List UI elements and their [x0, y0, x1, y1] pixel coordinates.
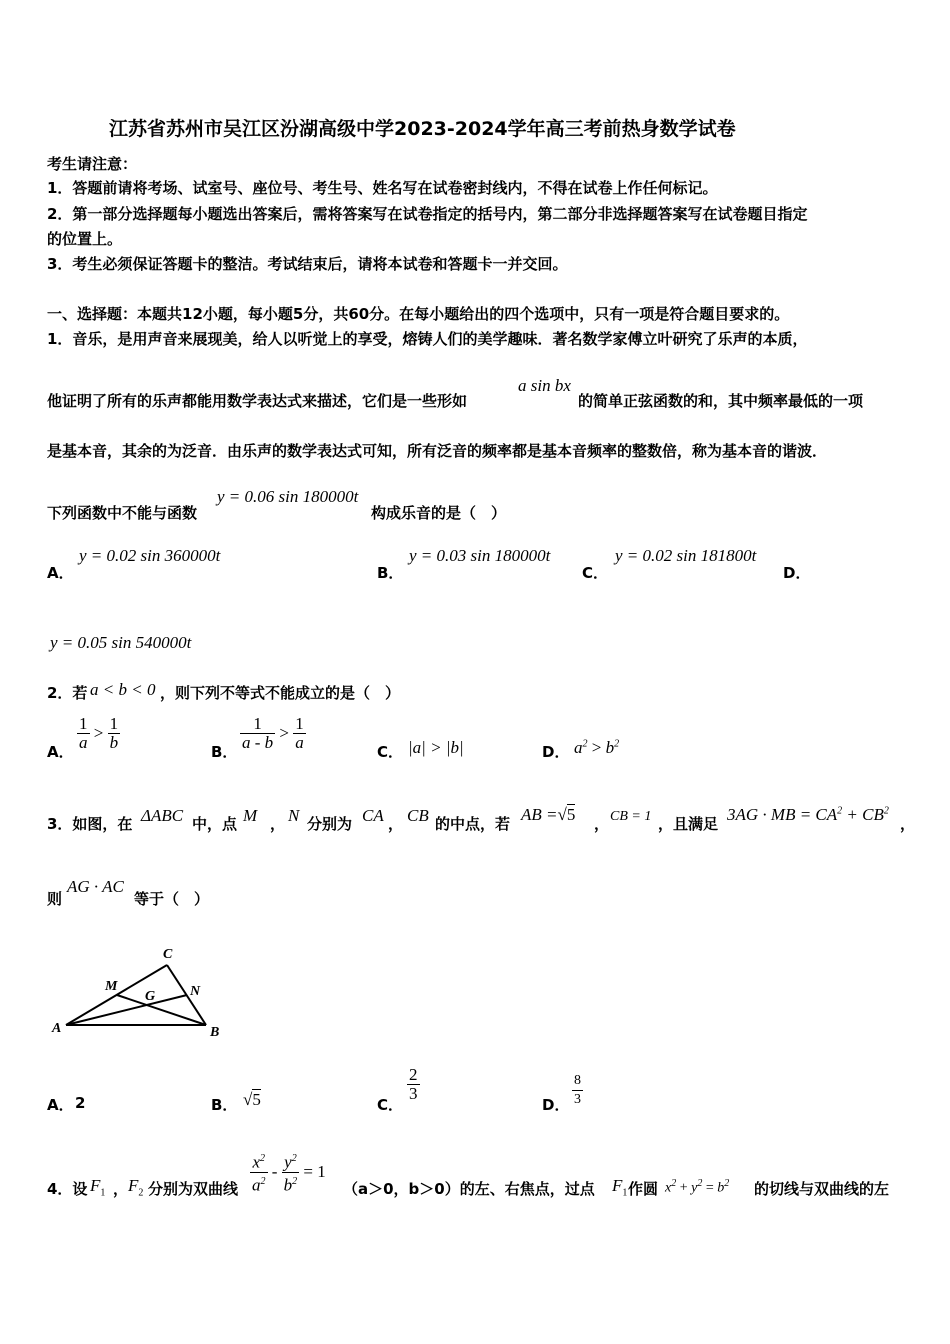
fig-label-a: A	[52, 1021, 62, 1036]
fig-label-g: G	[145, 989, 156, 1004]
q3-part4: 的中点，若	[435, 815, 511, 833]
q3-part3: 分别为	[307, 815, 353, 833]
q4-part5: 的切线与双曲线的左	[754, 1180, 890, 1198]
q3-seg-ca: CA	[362, 806, 384, 825]
q3-option-c: $\frac{2}{3}$	[409, 1065, 418, 1103]
q1-option-d: y = 0.05 sin 540000t	[50, 633, 192, 652]
q3-part5: ，且满足	[658, 815, 719, 833]
q3-option-b-label: B．	[211, 1096, 238, 1114]
q1-option-d-label: D．	[783, 564, 811, 582]
q4-f2: $F_2$	[128, 1176, 144, 1199]
q3-cb-eq: CB = 1	[610, 809, 652, 824]
q2-option-b: $\frac{1}{a - b}$ > $\frac{1}{a}$	[242, 714, 304, 752]
q3-expr: AG · AC	[67, 877, 124, 896]
q1-line4a: 下列函数中不能与函数	[47, 504, 198, 522]
page-title: 江苏省苏州市吴江区汾湖高级中学2023-2024学年高三考前热身数学试卷	[109, 118, 736, 140]
q3-point-m: M	[243, 806, 258, 825]
q4-f2-letter: F	[128, 1176, 139, 1195]
q4-part3: （a＞0，b＞0）的左、右焦点，过点	[343, 1180, 595, 1198]
q3-option-c-label: C．	[377, 1096, 404, 1114]
q1-line1: 1．音乐，是用声音来展现美，给人以听觉上的享受，熔铸人们的美学趣味．著名数学家傅立叶研究了乐声的本质，	[47, 330, 808, 348]
q3-condition-left: 3AG · MB = CA	[727, 805, 838, 824]
q2-option-b-label: B．	[211, 743, 238, 761]
notice-item-3: 3．考生必须保证答题卡的整洁。考试结束后，请将本试卷和答题卡一并交回。	[47, 255, 568, 273]
q3-part1: 3．如图，在	[47, 815, 133, 833]
q3-point-n: N	[288, 806, 300, 825]
q3-sqrt5: 5	[566, 805, 576, 824]
q2-option-c-label: C．	[377, 743, 404, 761]
q2-option-c: |a| > |b|	[408, 738, 464, 757]
q3-triangle-figure	[40, 940, 240, 1050]
q4-f1: $F_1$	[90, 1176, 106, 1199]
q3-line2b: 等于（ ）	[134, 890, 210, 908]
q3-ab-label: AB =	[521, 805, 558, 824]
q4-part1: 4．设	[47, 1180, 88, 1198]
q3-option-d-label: D．	[542, 1096, 570, 1114]
q3-comma-1: ，	[270, 815, 286, 833]
q2-option-d-label: D．	[542, 743, 570, 761]
q4-f1-letter: F	[90, 1176, 101, 1195]
q1-option-b: y = 0.03 sin 180000t	[409, 546, 551, 565]
q2-option-a-label: A．	[47, 743, 74, 761]
q2-option-d: $a^2 > b^2$	[574, 738, 620, 757]
q4-circle: $x^2 + y^2 = b^2$	[665, 1178, 730, 1196]
q1-line4b: 构成乐音的是（ ）	[371, 504, 507, 522]
q3-option-a: 2	[75, 1094, 86, 1112]
q3-comma-4: ，	[900, 815, 916, 833]
notice-item-2a: 2．第一部分选择题每小题选出答案后，需将答案写在试卷指定的括号内，第二部分非选择题答案写在试卷题目指定	[47, 205, 808, 223]
q1-option-a: y = 0.02 sin 360000t	[79, 546, 221, 565]
q3-line2a: 则	[47, 890, 63, 908]
q1-line2a: 他证明了所有的乐声都能用数学表达式来描述，它们是一些形如	[47, 392, 468, 410]
fig-label-m: M	[105, 979, 118, 994]
q4-circle-x: x	[665, 1180, 672, 1196]
q4-eq1: = 1	[303, 1162, 326, 1182]
q4-hyperbola: $\frac{x^2}{a^2}$ - $\frac{y^2}{b^2}$ = 1	[252, 1152, 326, 1195]
q3-triangle: ΔABC	[141, 806, 184, 825]
q4-comma: ，	[113, 1180, 129, 1198]
q2-stem-a: 2．若	[47, 684, 88, 702]
q1-option-c-label: C．	[582, 564, 609, 582]
fig-label-c: C	[163, 947, 173, 962]
q3-option-d: $\frac{8}{3}$	[574, 1073, 581, 1107]
q1-option-a-label: A．	[47, 564, 74, 582]
notice-item-2b: 的位置上。	[47, 230, 123, 248]
notice-item-1: 1．答题前请将考场、试室号、座位号、考生号、姓名写在试卷密封线内，不得在试卷上作任何标记。	[47, 179, 718, 197]
q4-f1-b: $F_1$	[612, 1176, 628, 1199]
q1-line2b: 的简单正弦函数的和，其中频率最低的一项	[578, 392, 864, 410]
q1-expr-asinbx: a sin bx	[518, 376, 571, 395]
q3-condition: 3AG · MB = $CA^2 + CB^2$	[727, 805, 889, 824]
seg-an	[66, 995, 187, 1025]
fig-label-b: B	[210, 1025, 220, 1040]
q3-option-b-radicand: 5	[252, 1090, 261, 1109]
q3-condition-right: + CB	[842, 805, 884, 824]
q2-option-a: $\frac{1}{a}$ > $\frac{1}{b}$	[79, 714, 119, 752]
section-heading: 一、选择题：本题共12小题，每小题5分，共60分。在每小题给出的四个选项中，只有一项是符合题目要求的。	[47, 305, 790, 323]
q3-ab-eq: AB =√5	[521, 805, 576, 824]
q2-condition: a < b < 0	[90, 680, 156, 699]
q2-stem-b: ，则下列不等式不能成立的是（ ）	[160, 684, 401, 702]
q4-f1-b-letter: F	[612, 1176, 623, 1195]
fig-label-n: N	[190, 984, 201, 999]
q3-option-b: √5	[243, 1090, 261, 1109]
q4-part4: 作圆	[628, 1180, 659, 1198]
q1-line3: 是基本音，其余的为泛音．由乐声的数学表达式可知，所有泛音的频率都是基本音频率的整数倍，称为基本音的谐波．	[47, 442, 828, 460]
q3-part2: 中，点	[192, 815, 238, 833]
q1-expr-base: y = 0.06 sin 180000t	[217, 487, 359, 506]
q3-comma-2: ，	[388, 815, 404, 833]
notice-heading: 考生请注意：	[47, 155, 138, 173]
q3-seg-cb: CB	[407, 806, 429, 825]
q3-option-a-label: A．	[47, 1096, 74, 1114]
q4-part2: 分别为双曲线	[148, 1180, 239, 1198]
q3-comma-3: ，	[594, 815, 610, 833]
q1-option-c: y = 0.02 sin 181800t	[615, 546, 757, 565]
q1-option-b-label: B．	[377, 564, 404, 582]
